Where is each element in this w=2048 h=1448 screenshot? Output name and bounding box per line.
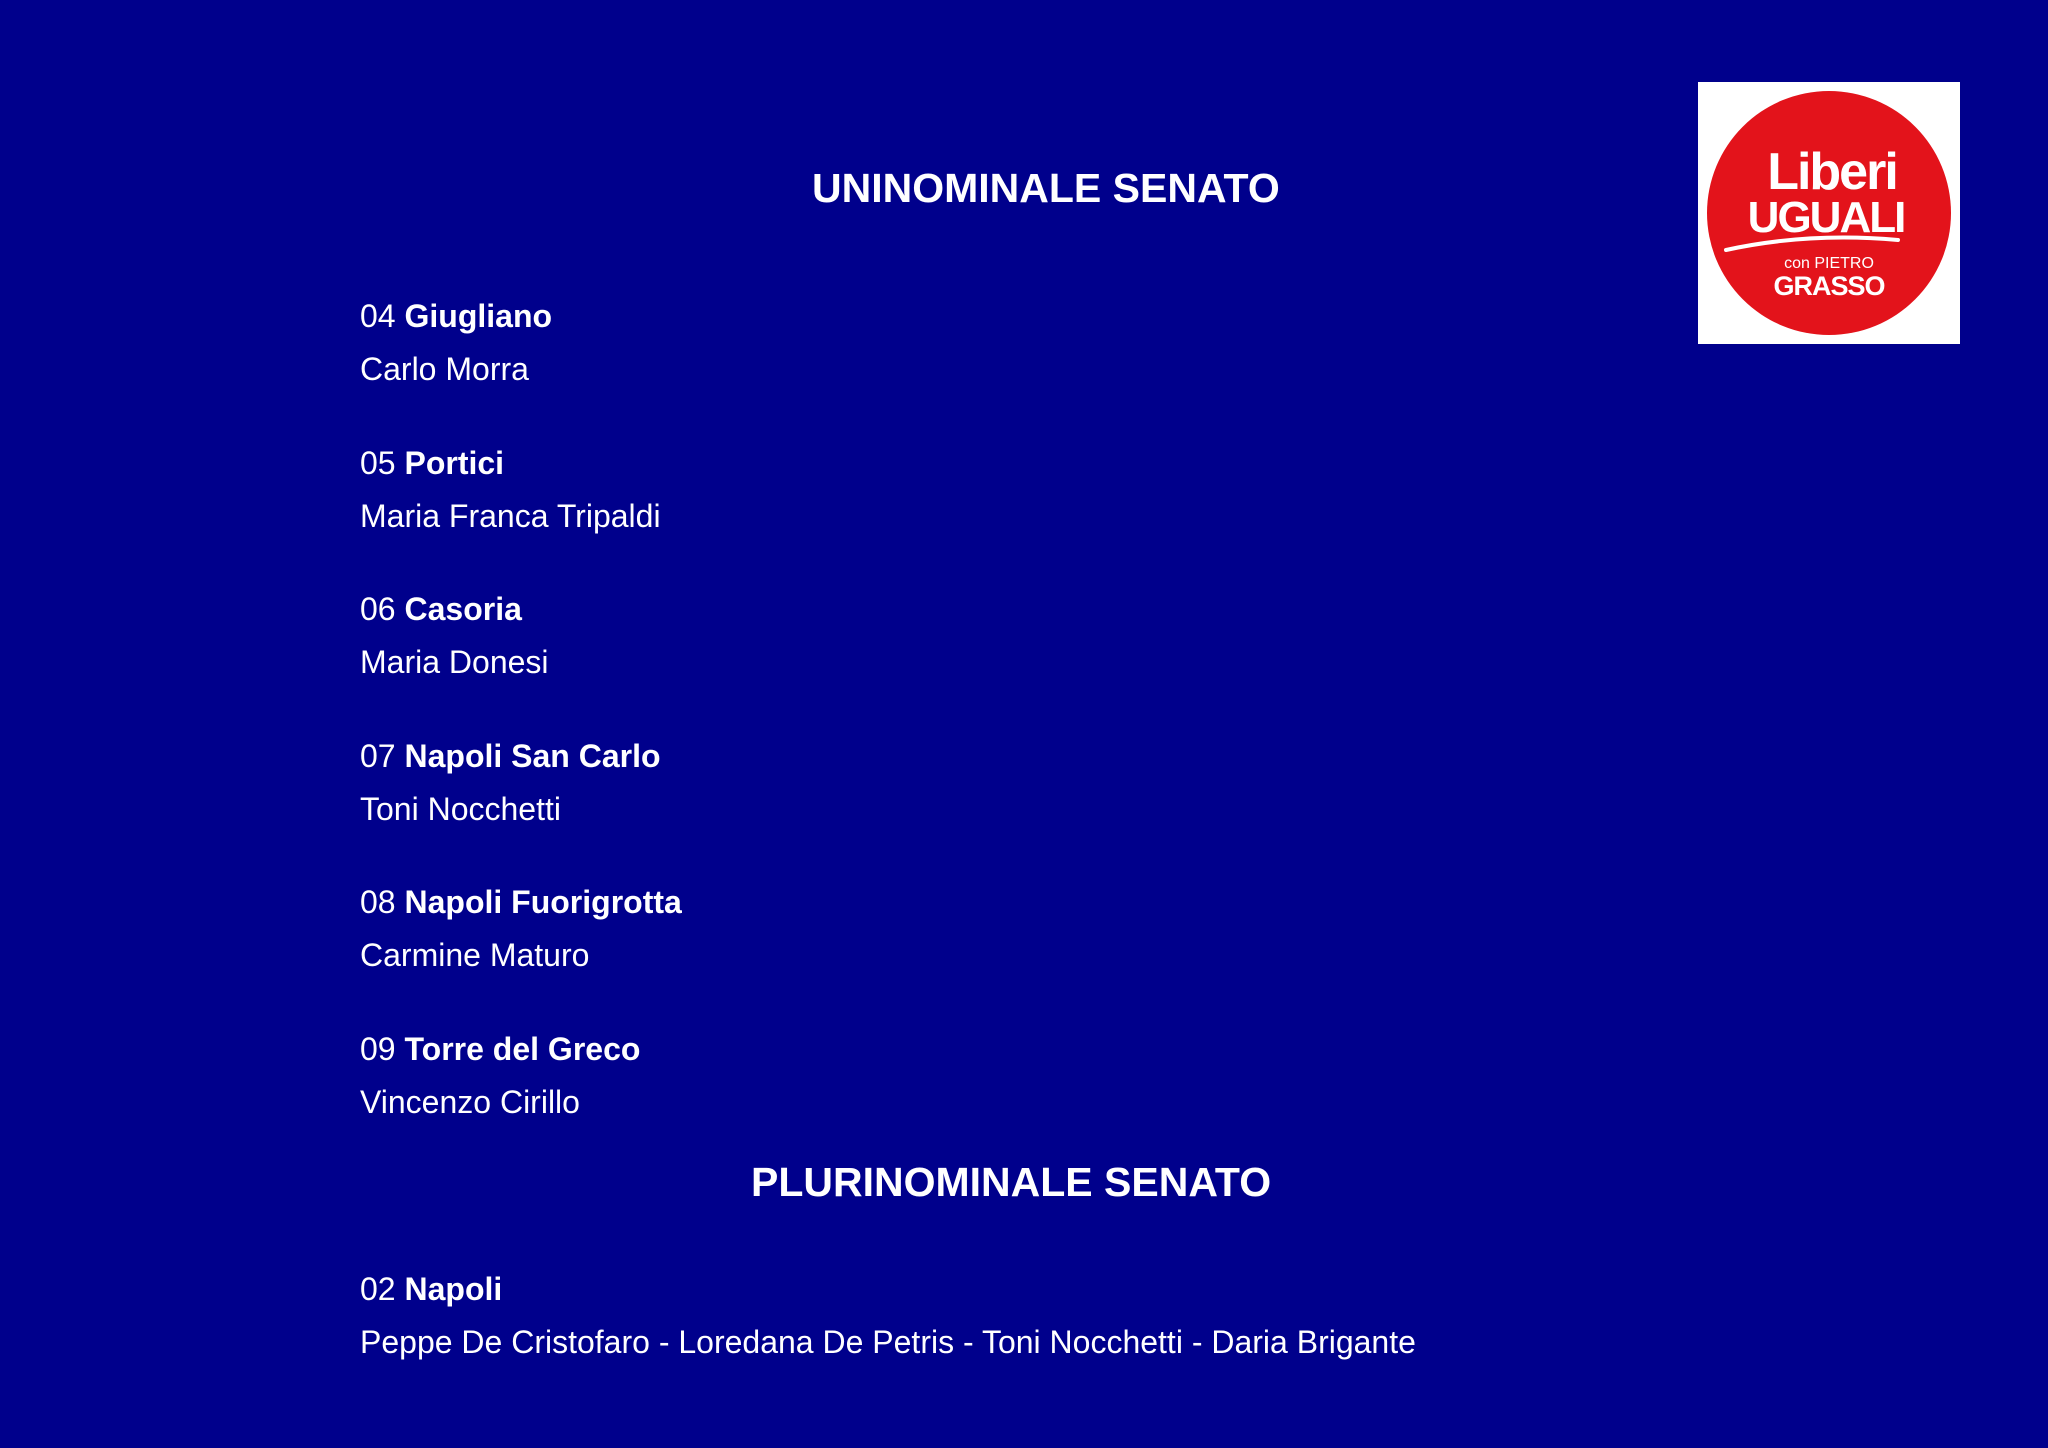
district-number: 04 — [360, 298, 396, 334]
candidate-list: Peppe De Cristofaro - Loredana De Petris - Toni Nocchetti - Daria Brigante — [360, 1324, 1416, 1360]
district-name: Napoli San Carlo — [404, 738, 661, 774]
district-name: Portici — [404, 445, 505, 481]
district-item — [360, 1029, 640, 1122]
district-number: 02 — [360, 1271, 396, 1307]
logo-text-grasso: GRASSO — [1773, 271, 1885, 301]
district-number: 09 — [360, 1031, 396, 1067]
district-name: Napoli Fuorigrotta — [404, 884, 682, 920]
district-number: 08 — [360, 884, 396, 920]
district-item — [360, 443, 661, 536]
district-item — [360, 1269, 1416, 1362]
candidate-name: Maria Franca Tripaldi — [360, 498, 661, 534]
district-name: Giugliano — [404, 298, 553, 334]
candidate-name: Vincenzo Cirillo — [360, 1084, 580, 1120]
candidate-name: Toni Nocchetti — [360, 791, 561, 827]
party-logo — [1698, 82, 1960, 344]
district-name: Torre del Greco — [404, 1031, 641, 1067]
district-name: Casoria — [404, 591, 522, 627]
plurinominale-title: PLURINOMINALE SENATO — [751, 1159, 1272, 1205]
logo-text-con: con PIETRO — [1784, 255, 1874, 272]
district-item — [360, 736, 661, 829]
district-number: 06 — [360, 591, 396, 627]
district-item — [360, 882, 682, 975]
uninominale-title: UNINOMINALE SENATO — [812, 165, 1280, 211]
candidate-name: Carlo Morra — [360, 351, 529, 387]
district-item — [360, 296, 552, 389]
district-name: Napoli — [404, 1271, 503, 1307]
logo-text-uguali: UGUALI — [1747, 193, 1905, 242]
candidate-name: Maria Donesi — [360, 644, 549, 680]
district-item — [360, 589, 549, 682]
logo-text-liberi: Liberi — [1767, 143, 1897, 201]
district-number: 07 — [360, 738, 396, 774]
candidate-name: Carmine Maturo — [360, 937, 590, 973]
district-number: 05 — [360, 445, 396, 481]
